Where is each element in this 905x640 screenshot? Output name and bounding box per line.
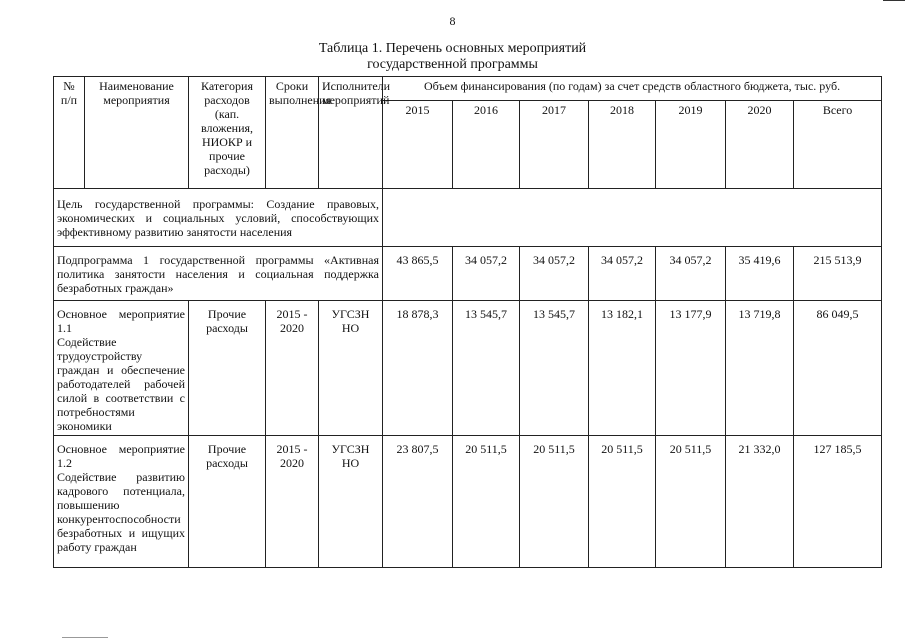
header-terms: Сроки выполнения [266,77,319,189]
header-year-2016: 2016 [453,101,520,189]
header-category: Категория расходов (кап. вложения, НИОКР и прочие расходы) [189,77,266,189]
header-executors: Исполнители мероприятий [319,77,383,189]
event-title: Основное мероприятие 1.1 [57,307,185,335]
table-title-line-2: государственной программы [367,57,538,72]
event-value-2019: 20 511,5 [656,436,726,568]
subprogram-value-2015: 43 865,5 [383,247,453,301]
event-value-2020: 13 719,8 [726,301,794,436]
bottom-rule [62,637,108,638]
header-year-2019: 2019 [656,101,726,189]
header-funding: Объем финансирования (по годам) за счет средств областного бюджета, тыс. руб. [383,77,882,101]
event-value-2018: 20 511,5 [589,436,656,568]
event-row-1-1 [54,301,882,436]
event-value-2019: 13 177,9 [656,301,726,436]
event-value-2020: 21 332,0 [726,436,794,568]
header-name: Наименование мероприятия [85,77,189,189]
event-terms: 2015 - 2020 [266,301,319,436]
table-title [0,41,905,73]
subprogram-value-2017: 34 057,2 [520,247,589,301]
goal-empty-cell [383,189,882,247]
event-category: Прочие расходы [189,301,266,436]
event-row-1-2 [54,436,882,568]
event-value-2015: 23 807,5 [383,436,453,568]
header-year-2018: 2018 [589,101,656,189]
event-name-cell [54,436,189,568]
event-value-2016: 13 545,7 [453,301,520,436]
subprogram-text: Подпрограмма 1 государственной программы «Активная политика занятости населения и социальная поддержка безработных граждан» [54,247,383,301]
subprogram-value-2016: 34 057,2 [453,247,520,301]
event-name-cell [54,301,189,436]
event-value-2018: 13 182,1 [589,301,656,436]
subprogram-value-2019: 34 057,2 [656,247,726,301]
event-value-2017: 13 545,7 [520,301,589,436]
subprogram-value-2020: 35 419,6 [726,247,794,301]
event-value-total: 86 049,5 [794,301,882,436]
page-number: 8 [449,14,456,28]
subprogram-value-total: 215 513,9 [794,247,882,301]
event-category: Прочие расходы [189,436,266,568]
header-year-2015: 2015 [383,101,453,189]
events-table [53,76,882,568]
event-terms: 2015 - 2020 [266,436,319,568]
table-title-line-1: Таблица 1. Перечень основных мероприятий [318,41,587,56]
event-description: Содействие развитию кадрового потенциала, повышению конкурентоспособности безработных и ищущих работу граждан [57,470,185,554]
header-num: № п/п [54,77,85,189]
event-value-2015: 18 878,3 [383,301,453,436]
event-value-2016: 20 511,5 [453,436,520,568]
goal-text: Цель государственной программы: Создание правовых, экономических и социальных условий, способствующих эффективному развитию занятости населения [54,189,383,247]
event-executor: УГСЗН НО [319,301,383,436]
goal-row [54,189,882,247]
header-total: Всего [794,101,882,189]
event-value-total: 127 185,5 [794,436,882,568]
event-value-2017: 20 511,5 [520,436,589,568]
header-year-2020: 2020 [726,101,794,189]
corner-rule [883,0,905,1]
subprogram-value-2018: 34 057,2 [589,247,656,301]
event-description: Содействие трудоустройству граждан и обеспечение работодателей рабочей силой в соответствии с потребностями экономики [57,335,185,433]
subprogram-row [54,247,882,301]
event-title: Основное мероприятие 1.2 [57,442,185,470]
event-executor: УГСЗН НО [319,436,383,568]
header-year-2017: 2017 [520,101,589,189]
